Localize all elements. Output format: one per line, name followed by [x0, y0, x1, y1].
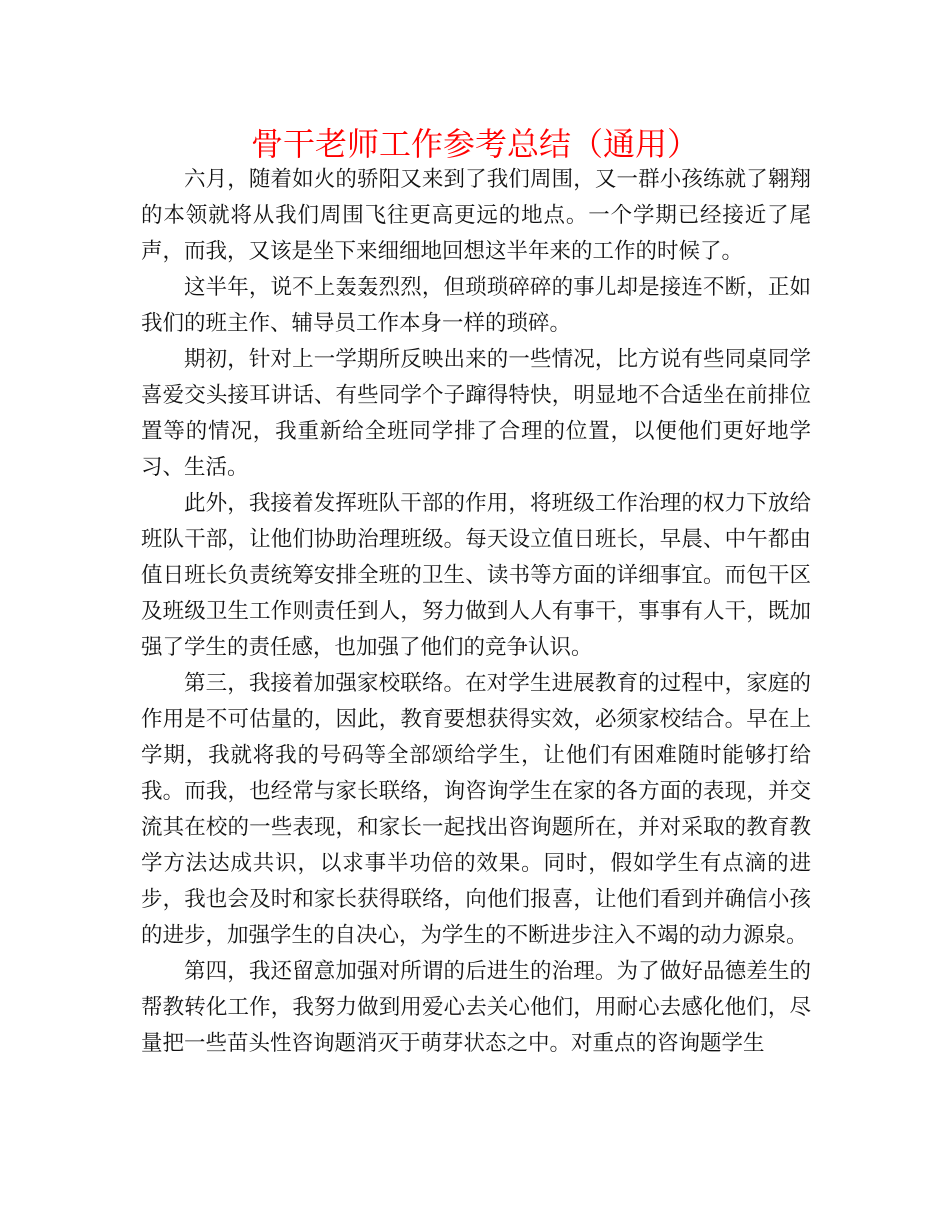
- paragraph: 期初，针对上一学期所反映出来的一些情况，比方说有些同桌同学喜爱交头接耳讲话、有些同学个子蹿得特快，明显地不合适坐在前排位置等的情况，我重新给全班同学排了合理的位置，以便他们更好地学习、生活。: [141, 347, 811, 480]
- paragraph: 第四，我还留意加强对所谓的后进生的治理。为了做好品德差生的帮教转化工作，我努力做到用爱心去关心他们，用耐心去感化他们，尽量把一些苗头性咨询题消灭于萌芽状态之中。对重点的咨询题学生: [141, 959, 811, 1056]
- paragraph: 这半年，说不上轰轰烈烈，但琐琐碎碎的事儿却是接连不断，正如我们的班主作、辅导员工作本身一样的琐碎。: [141, 275, 811, 336]
- paragraph: 此外，我接着发挥班队干部的作用，将班级工作治理的权力下放给班队干部，让他们协助治理班级。每天设立值日班长，早晨、中午都由值日班长负责统筹安排全班的卫生、读书等方面的详细事宜。而包干区及班级卫生工作则责任到人，努力做到人人有事干，事事有人干，既加强了学生的责任感，也加强了他们的竞争认识。: [141, 491, 811, 660]
- paragraph: 六月，随着如火的骄阳又来到了我们周围，又一群小孩练就了翱翔的本领就将从我们周围飞往更高更远的地点。一个学期已经接近了尾声，而我，又该是坐下来细细地回想这半年来的工作的时候了。: [141, 167, 811, 264]
- document-title: 骨干老师工作参考总结（通用）: [250, 125, 699, 163]
- paragraph: 第三，我接着加强家校联络。在对学生进展教育的过程中，家庭的作用是不可估量的，因此，教育要想获得实效，必须家校结合。早在上学期，我就将我的号码等全部颂给学生，让他们有困难随时能够打给我。而我，也经常与家长联络，询咨询学生在家的各方面的表现，并交流其在校的一些表现，和家长一起找出咨询题所在，并对采取的教育教学方法达成共识，以求事半功倍的效果。同时，假如学生有点滴的进步，我也会及时和家长获得联络，向他们报喜，让他们看到并确信小孩的进步，加强学生的自决心，为学生的不断进步注入不竭的动力源泉。: [141, 671, 811, 948]
- document-body: [141, 162, 811, 1062]
